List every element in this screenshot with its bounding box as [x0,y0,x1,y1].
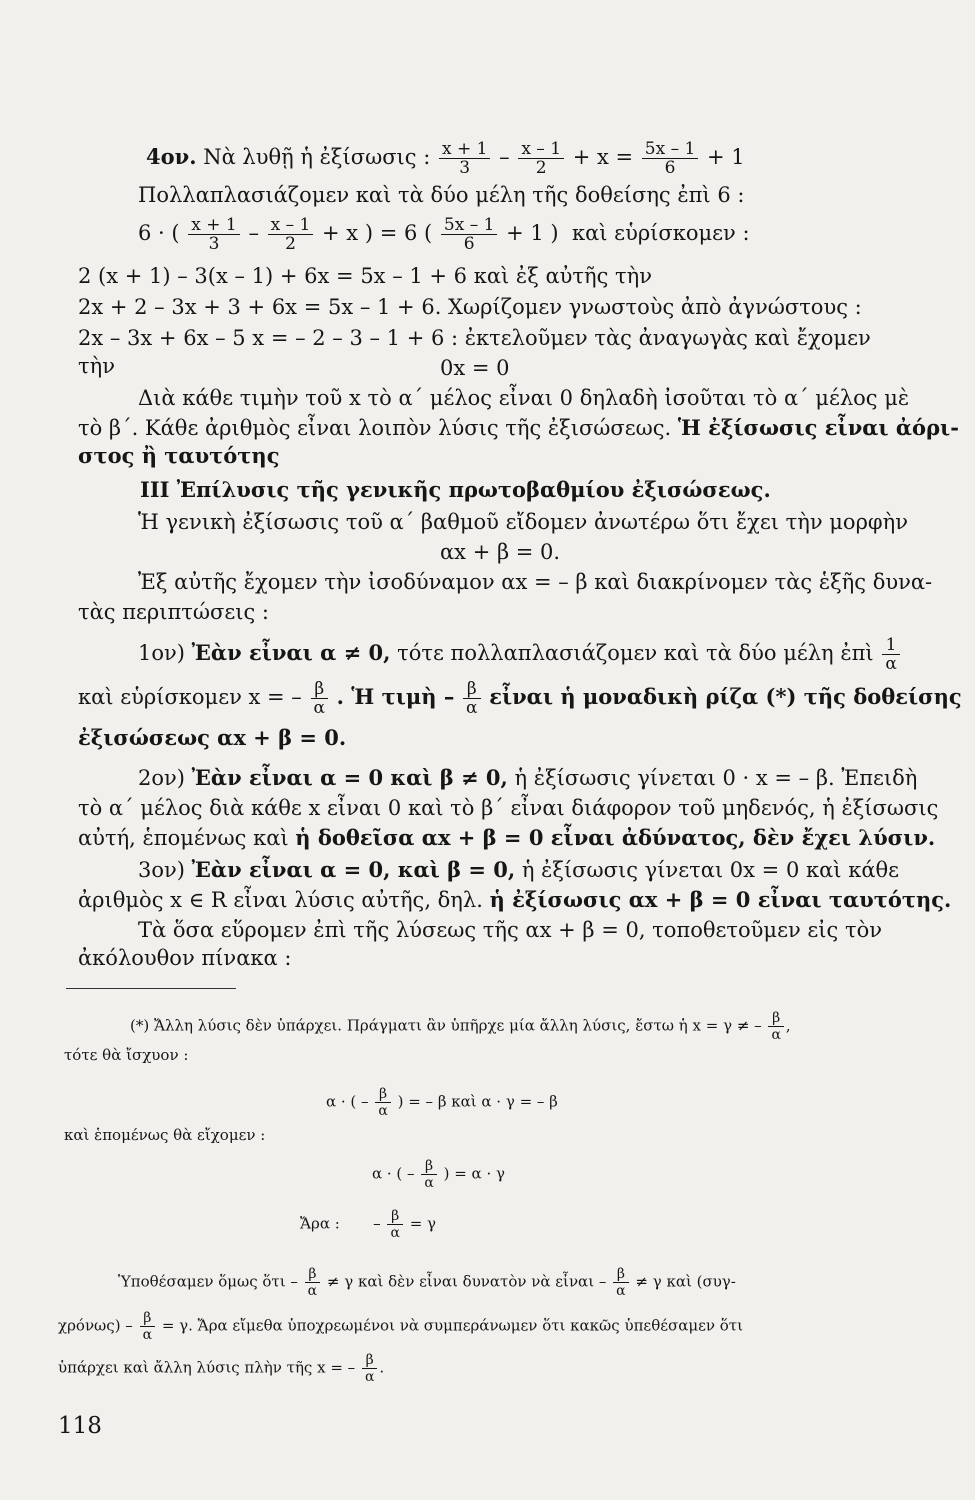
text-line: 2x + 2 – 3x + 3 + 6x = 5x – 1 + 6. Χωρίζομεν γνωστοὺς ἀπὸ ἀγνώστους : [78,295,862,319]
footnote-line: Ὑποθέσαμεν ὅμως ὅτι – $\frac{\beta}{\alpha}$ ≠ γ καὶ δὲν εἶναι δυνατὸν νὰ εἶναι – $\frac{\beta}{\alpha}$ ≠ γ καὶ (συγ- [118,1266,736,1299]
text-line: τὸ α΄ μέλος διὰ κάθε x εἶναι 0 καὶ τὸ β΄ εἶναι διάφορον τοῦ μηδενός, ἡ ἐξίσωσις [78,796,939,820]
text-line: τὰς περιπτώσεις : [78,600,269,624]
text-line: τὸ β΄. Κάθε ἀριθμὸς εἶναι λοιπὸν λύσις τῆς ἐξισώσεως. Ἡ ἐξίσωσις εἶναι ἀόρι- [78,415,959,440]
fraction: $\frac{x - 1}{2}$ [268,216,314,253]
footnote-line: χρόνως) – $\frac{\beta}{\alpha}$ = γ. Ἄρα εἴμεθα ὑποχρεωμένοι νὰ συμπεράνωμεν ὅτι κακῶς ὑπεθέσαμεν ὅτι [58,1310,743,1343]
case-line: 2ον) Ἐὰν εἶναι α = 0 καὶ β ≠ 0, ἡ ἐξίσωσις γίνεται 0 · x = – β. Ἐπειδὴ [138,765,918,790]
text-line: Διὰ κάθε τιμὴν τοῦ x τὸ α΄ μέλος εἶναι 0 δηλαδὴ ἰσοῦται τὸ α΄ μέλος μὲ [138,386,910,410]
text-line: ἐξισώσεως αx + β = 0. [78,725,347,750]
case-line: 3ον) Ἐὰν εἶναι α = 0, καὶ β = 0, ἡ ἐξίσωσις γίνεται 0x = 0 καὶ κάθε [138,857,900,882]
fraction: $\frac{\beta}{\alpha}$ [140,1310,155,1343]
fraction: $\frac{\beta}{\alpha}$ [463,680,480,717]
fraction: $\frac{5x - 1}{6}$ [642,140,699,177]
section-heading: III Ἐπίλυσις τῆς γενικῆς πρωτοβαθμίου ἐξισώσεως. [140,477,771,502]
case-line: 1ον) Ἐὰν εἶναι α ≠ 0, τότε πολλαπλασιάζομεν καὶ τὰ δύο μέλη ἐπὶ $\frac{1}{\alpha}$ [138,636,902,673]
text-line: ἀριθμὸς x ∈ R εἶναι λύσις αὐτῆς, δηλ. ἡ ἐξίσωσις αx + β = 0 εἶναι ταυτότης. [78,887,952,912]
fraction: $\frac{1}{\alpha}$ [882,636,899,673]
text-line: Ἡ γενικὴ ἐξίσωσις τοῦ α΄ βαθμοῦ εἴδομεν ἀνωτέρω ὅτι ἔχει τὴν μορφὴν [138,510,908,534]
footnote-line: καὶ ἑπομένως θὰ εἴχομεν : [64,1126,266,1144]
footnote-line: (*) Ἄλλη λύσις δὲν ὑπάρχει. Πράγματι ἂν ὑπῆρχε μία ἄλλη λύσις, ἔστω ἡ x = γ ≠ – $\frac{\beta}{\alpha}$ , [130,1010,791,1043]
text-line: 2x – 3x + 6x – 5 x = – 2 – 3 – 1 + 6 : ἐκτελοῦμεν τὰς ἀναγωγὰς καὶ ἔχομεν [78,326,871,350]
fraction: $\frac{\beta}{\alpha}$ [362,1352,377,1385]
text-line: τὴν [78,354,115,378]
text-line: αὐτή, ἑπομένως καὶ ἡ δοθεῖσα αx + β = 0 εἶναι ἀδύνατος, δὲν ἔχει λύσιν. [78,825,936,850]
equation-statement: 4ον. Νὰ λυθῇ ἡ ἐξίσωσις : $\frac{x + 1}{3}$ – $\frac{x - 1}{2}$ + x = $\frac{5x - 1}{6}$ + 1 [146,139,745,178]
fraction: $\frac{\beta}{\alpha}$ [421,1158,436,1191]
footnote-line: τότε θὰ ἴσχυον : [64,1046,189,1064]
page-number: 118 [58,1413,102,1439]
equation-line: 0x = 0 [440,356,510,380]
footnote-equation: α · ( – $\frac{\beta}{\alpha}$ ) = α · γ [372,1158,505,1191]
fraction: $\frac{5x - 1}{6}$ [441,216,498,253]
equation-line: αx + β = 0. [440,540,561,564]
equation-line: 6 · ( $\frac{x + 1}{3}$ – $\frac{x - 1}{2}$ + x ) = 6 ( $\frac{5x - 1}{6}$ + 1 ) καὶ εὑρίσκομεν : [138,215,750,254]
fraction: $\frac{x - 1}{2}$ [518,140,564,177]
fraction: $\frac{\beta}{\alpha}$ [613,1266,628,1299]
fraction: $\frac{x + 1}{3}$ [439,140,490,177]
text-line: Ἐξ αὐτῆς ἔχομεν τὴν ἰσοδύναμον αx = – β καὶ διακρίνομεν τὰς ἑξῆς δυνα- [138,570,933,594]
exercise-label: 4ον. [146,144,197,169]
fraction: $\frac{\beta}{\alpha}$ [387,1208,402,1241]
text-line: Πολλαπλασιάζομεν καὶ τὰ δύο μέλη τῆς δοθείσης ἐπὶ 6 : [138,183,745,207]
fraction: $\frac{x + 1}{3}$ [188,216,239,253]
fraction: $\frac{\beta}{\alpha}$ [311,680,328,717]
text-line: ἀκόλουθον πίνακα : [78,946,292,970]
fraction: $\frac{\beta}{\alpha}$ [768,1010,783,1043]
text: Νὰ λυθῇ ἡ ἐξίσωσις : [203,145,431,169]
text-line: Τὰ ὅσα εὕρομεν ἐπὶ τῆς λύσεως τῆς αx + β = 0, τοποθετοῦμεν εἰς τὸν [138,918,882,942]
fraction: $\frac{\beta}{\alpha}$ [305,1266,320,1299]
text-line: στος ἢ ταυτότης [78,443,280,468]
text-line: καὶ εὑρίσκομεν x = – $\frac{\beta}{\alpha}$ . Ἡ τιμὴ – $\frac{\beta}{\alpha}$ εἶναι ἡ μοναδικὴ ρίζα (*) τῆς δοθείσης [78,679,962,718]
fraction: $\frac{\beta}{\alpha}$ [375,1086,390,1119]
footnote-equation: Ἄρα : – $\frac{\beta}{\alpha}$ = γ [300,1208,437,1241]
text-line: 2 (x + 1) – 3(x – 1) + 6x = 5x – 1 + 6 καὶ ἐξ αὐτῆς τὴν [78,264,652,288]
footnote-equation: α · ( – $\frac{\beta}{\alpha}$ ) = – β καὶ α · γ = – β [326,1086,558,1119]
footnote-line: ὑπάρχει καὶ ἄλλη λύσις πλὴν τῆς x = – $\frac{\beta}{\alpha}$ . [58,1352,385,1385]
footnote-divider [66,988,236,989]
